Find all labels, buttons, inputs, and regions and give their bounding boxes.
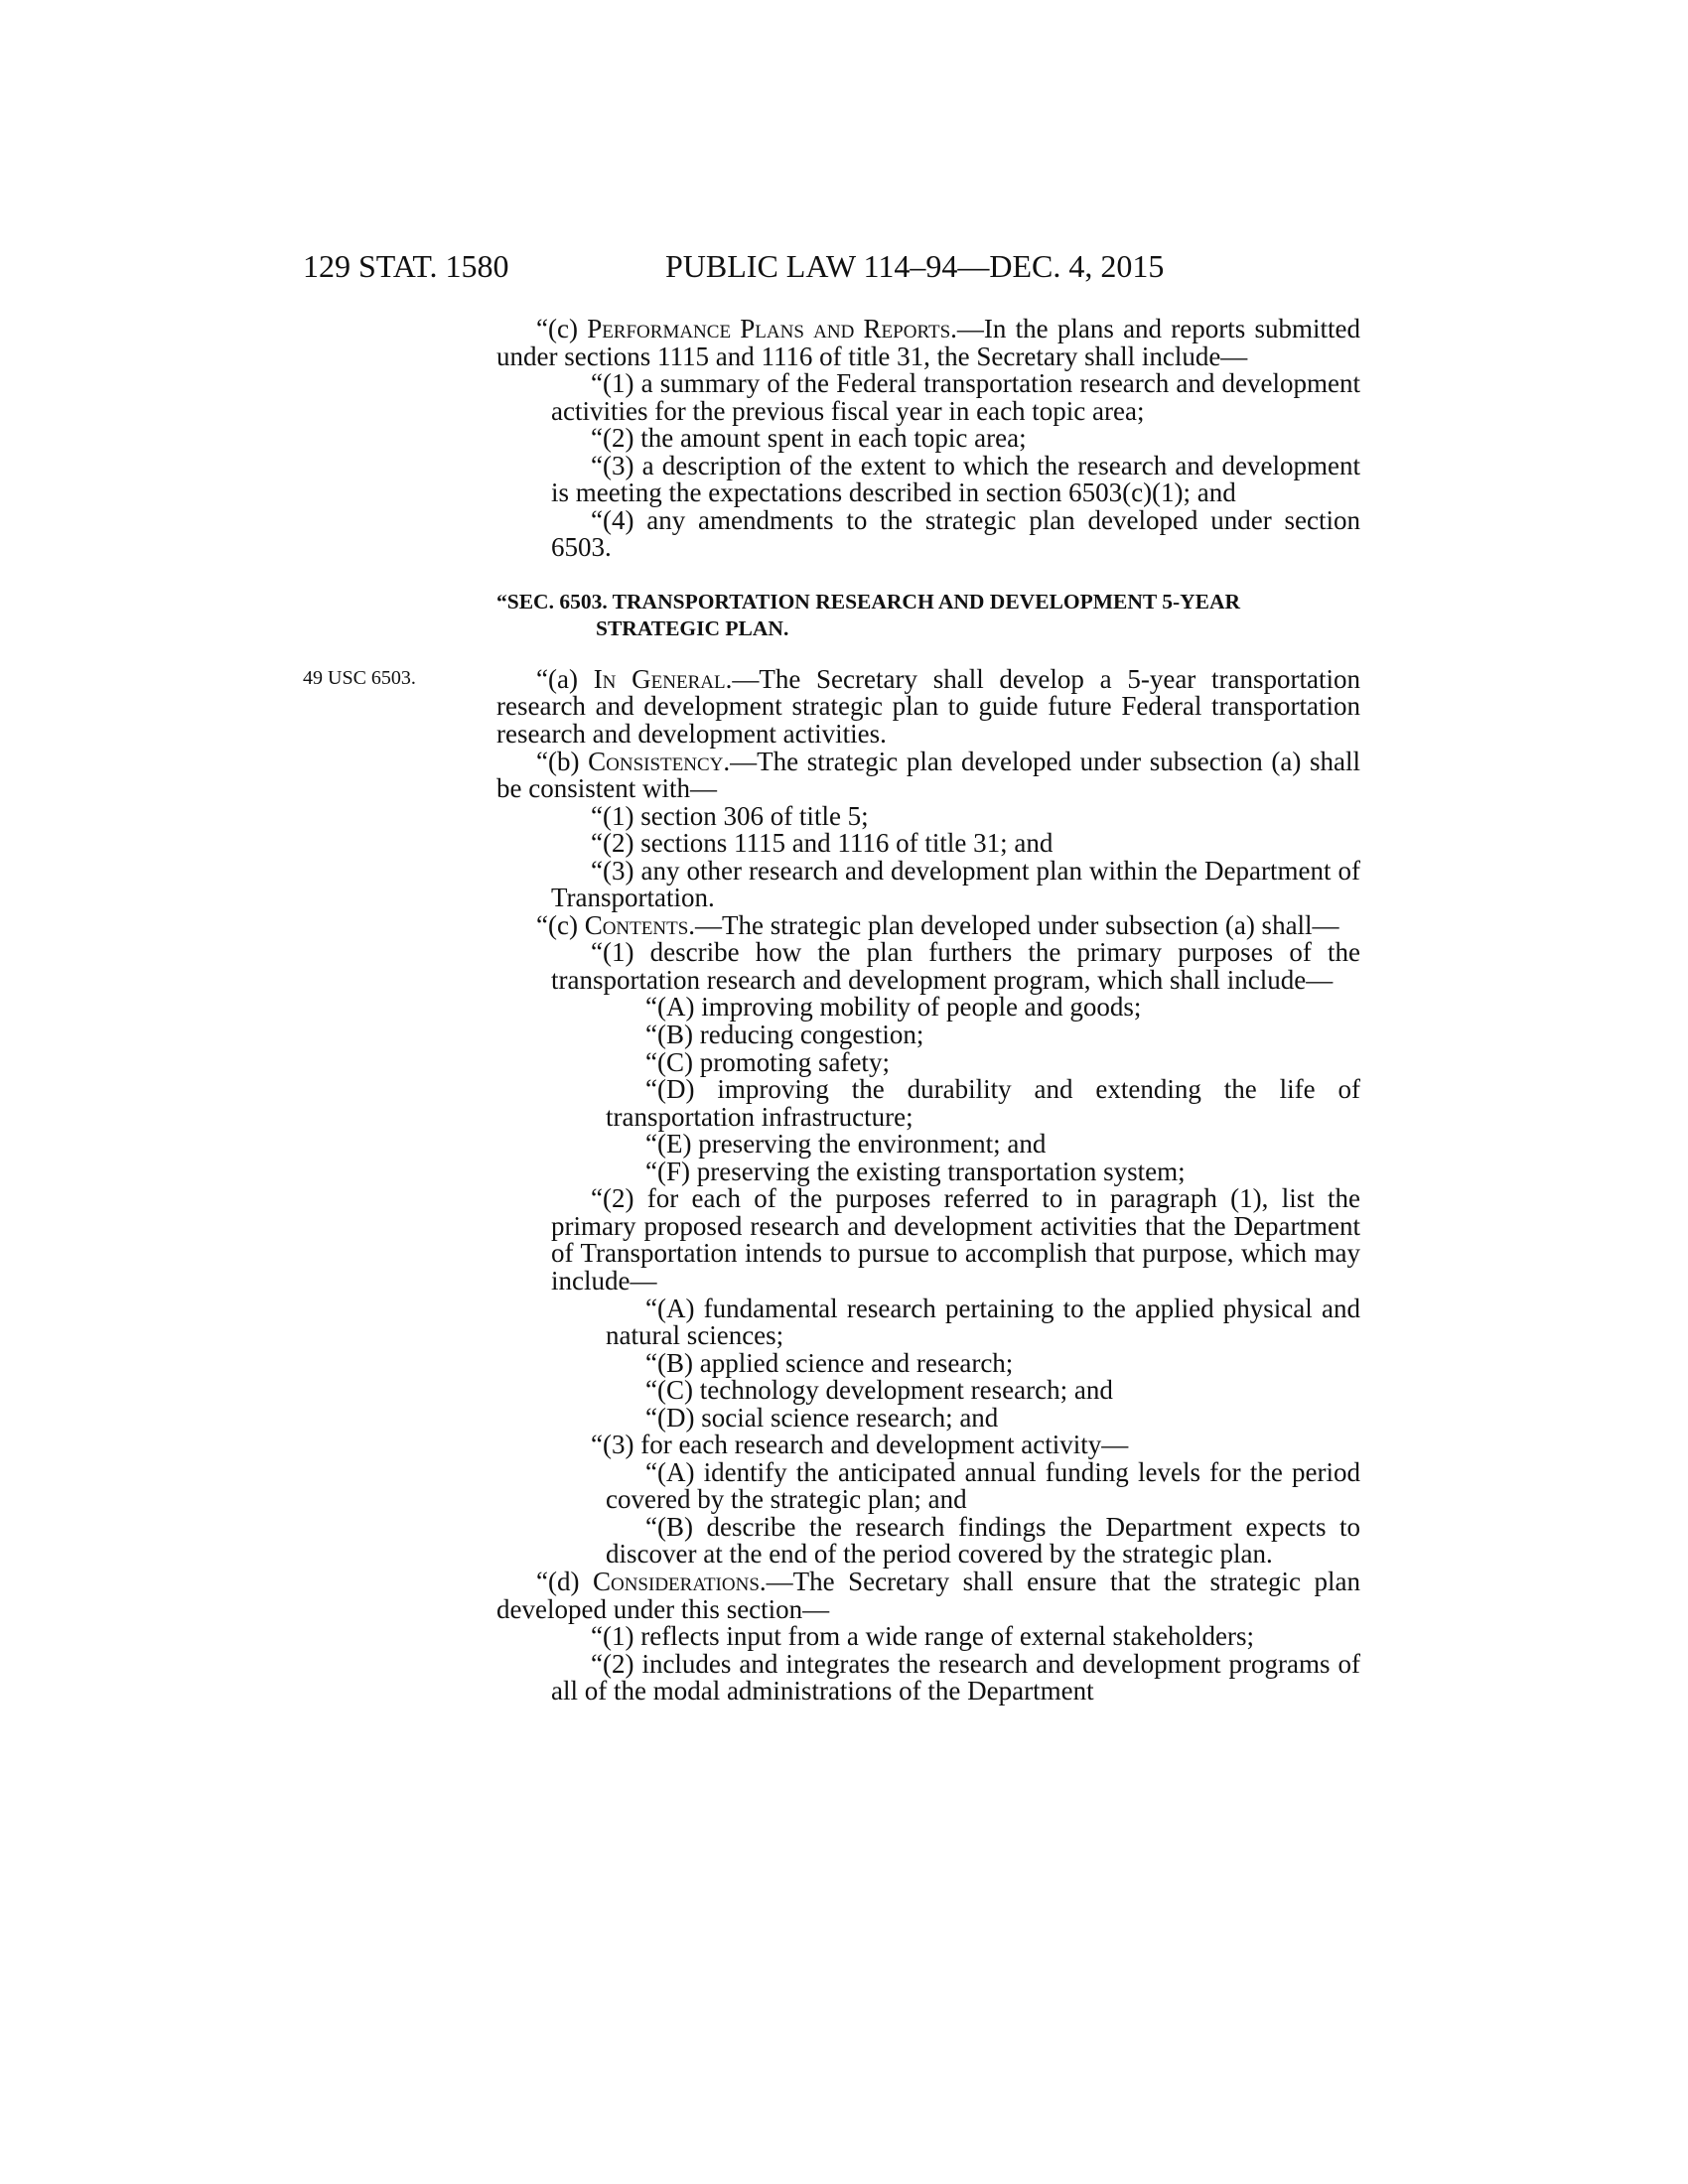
subsection-d: “(d) Considerations.—The Secretary shall ensure that the strategic plan developed under this section— — [496, 1566, 1360, 1624]
subparagraph: “(B) describe the research findings the Department expects to discover at the end of the period covered by the strategic plan. — [606, 1511, 1360, 1570]
paragraph: “(1) reflects input from a wide range of external stakeholders; — [591, 1621, 1254, 1652]
subparagraph: “(A) fundamental research pertaining to the applied physical and natural sciences; — [606, 1293, 1360, 1351]
subparagraph: “(B) applied science and research; — [645, 1347, 1014, 1378]
subsection-label: “(d) — [536, 1566, 580, 1596]
subparagraph: “(C) technology development research; and — [645, 1375, 1113, 1406]
paragraph: “(2) the amount spent in each topic area; — [591, 423, 1027, 454]
subsection-text: The Secretary shall ensure that the strategic plan developed under this section— — [496, 1566, 1360, 1624]
margin-citation: 49 USC 6503. — [303, 667, 416, 689]
subsection-c: “(c) Contents.—The strategic plan developed under subsection (a) shall— — [536, 909, 1339, 940]
subsection-heading: In General — [593, 663, 726, 694]
subparagraph: “(E) preserving the environment; and — [645, 1129, 1047, 1160]
running-title: PUBLIC LAW 114–94—DEC. 4, 2015 — [665, 248, 1165, 284]
page-number: 129 STAT. 1580 — [303, 248, 509, 284]
section-heading: “SEC. 6503. TRANSPORTATION RESEARCH AND DEVELOPMENT 5-YEAR STRATEGIC PLAN. — [496, 589, 1241, 640]
subsection-c-performance: “(c) Performance Plans and Reports.—In the plans and reports submitted under sections 1115 and 1116 of title 31, the Secretary shall include— — [496, 314, 1360, 371]
subsection-label: “(c) — [536, 314, 578, 343]
subsection-heading: Considerations — [592, 1566, 760, 1596]
subsection-heading: Contents — [584, 909, 689, 940]
paragraph: “(3) for each research and development activity— — [591, 1430, 1129, 1460]
document-body — [496, 316, 1360, 1706]
paragraph: “(2) includes and integrates the research and development programs of all of the modal administrations of the Department — [551, 1648, 1360, 1706]
subsection-text: The Secretary shall develop a 5-year transportation research and development strategic plan to guide future Federal transportation research and development activities. — [496, 663, 1360, 750]
subsection-a: “(a) In General.—The Secretary shall develop a 5-year transportation research and development strategic plan to guide future Federal transportation research and development activities. — [496, 663, 1360, 750]
paragraph: “(1) section 306 of title 5; — [591, 800, 869, 831]
subparagraph: “(D) improving the durability and extending the life of transportation infrastructure; — [606, 1074, 1360, 1132]
subsection-heading: Performance Plans and Reports — [587, 314, 951, 343]
paragraph: “(1) a summary of the Federal transportation research and development activities for the previous fiscal year in each topic area; — [551, 368, 1360, 426]
subsection-text: The strategic plan developed under subsection (a) shall be consistent with— — [496, 746, 1360, 804]
subsection-b: “(b) Consistency.—The strategic plan developed under subsection (a) shall be consistent with— — [496, 746, 1360, 804]
subsection-label: “(c) — [536, 909, 578, 940]
subsection-text: In the plans and reports submitted under sections 1115 and 1116 of title 31, the Secretary shall include— — [496, 314, 1360, 371]
paragraph: “(2) for each of the purposes referred to in paragraph (1), list the primary proposed research and development activities that the Department of Transportation intends to pursue to accomplish that purpose, which may include— — [551, 1183, 1360, 1296]
paragraph: “(2) sections 1115 and 1116 of title 31; and — [591, 828, 1054, 859]
paragraph: “(3) any other research and development plan within the Department of Transportation. — [551, 855, 1360, 913]
subparagraph: “(A) identify the anticipated annual funding levels for the period covered by the strategic plan; and — [606, 1456, 1360, 1515]
subsection-text: The strategic plan developed under subsection (a) shall— — [722, 909, 1339, 940]
running-header — [0, 248, 1688, 288]
subparagraph: “(A) improving mobility of people and goods; — [645, 992, 1142, 1023]
subparagraph: “(C) promoting safety; — [645, 1046, 890, 1077]
paragraph: “(1) describe how the plan furthers the primary purposes of the transportation research and development program, which shall include— — [551, 937, 1360, 995]
subsection-heading: Consistency — [588, 746, 724, 776]
paragraph: “(4) any amendments to the strategic plan developed under section 6503. — [551, 504, 1360, 563]
paragraph: “(3) a description of the extent to which the research and development is meeting the expectations described in section 6503(c)(1); and — [551, 450, 1360, 508]
subparagraph: “(B) reducing congestion; — [645, 1020, 924, 1050]
subsection-label: “(a) — [536, 663, 578, 694]
subsection-label: “(b) — [536, 746, 580, 776]
subparagraph: “(D) social science research; and — [645, 1402, 999, 1433]
subparagraph: “(F) preserving the existing transportation system; — [645, 1156, 1186, 1186]
